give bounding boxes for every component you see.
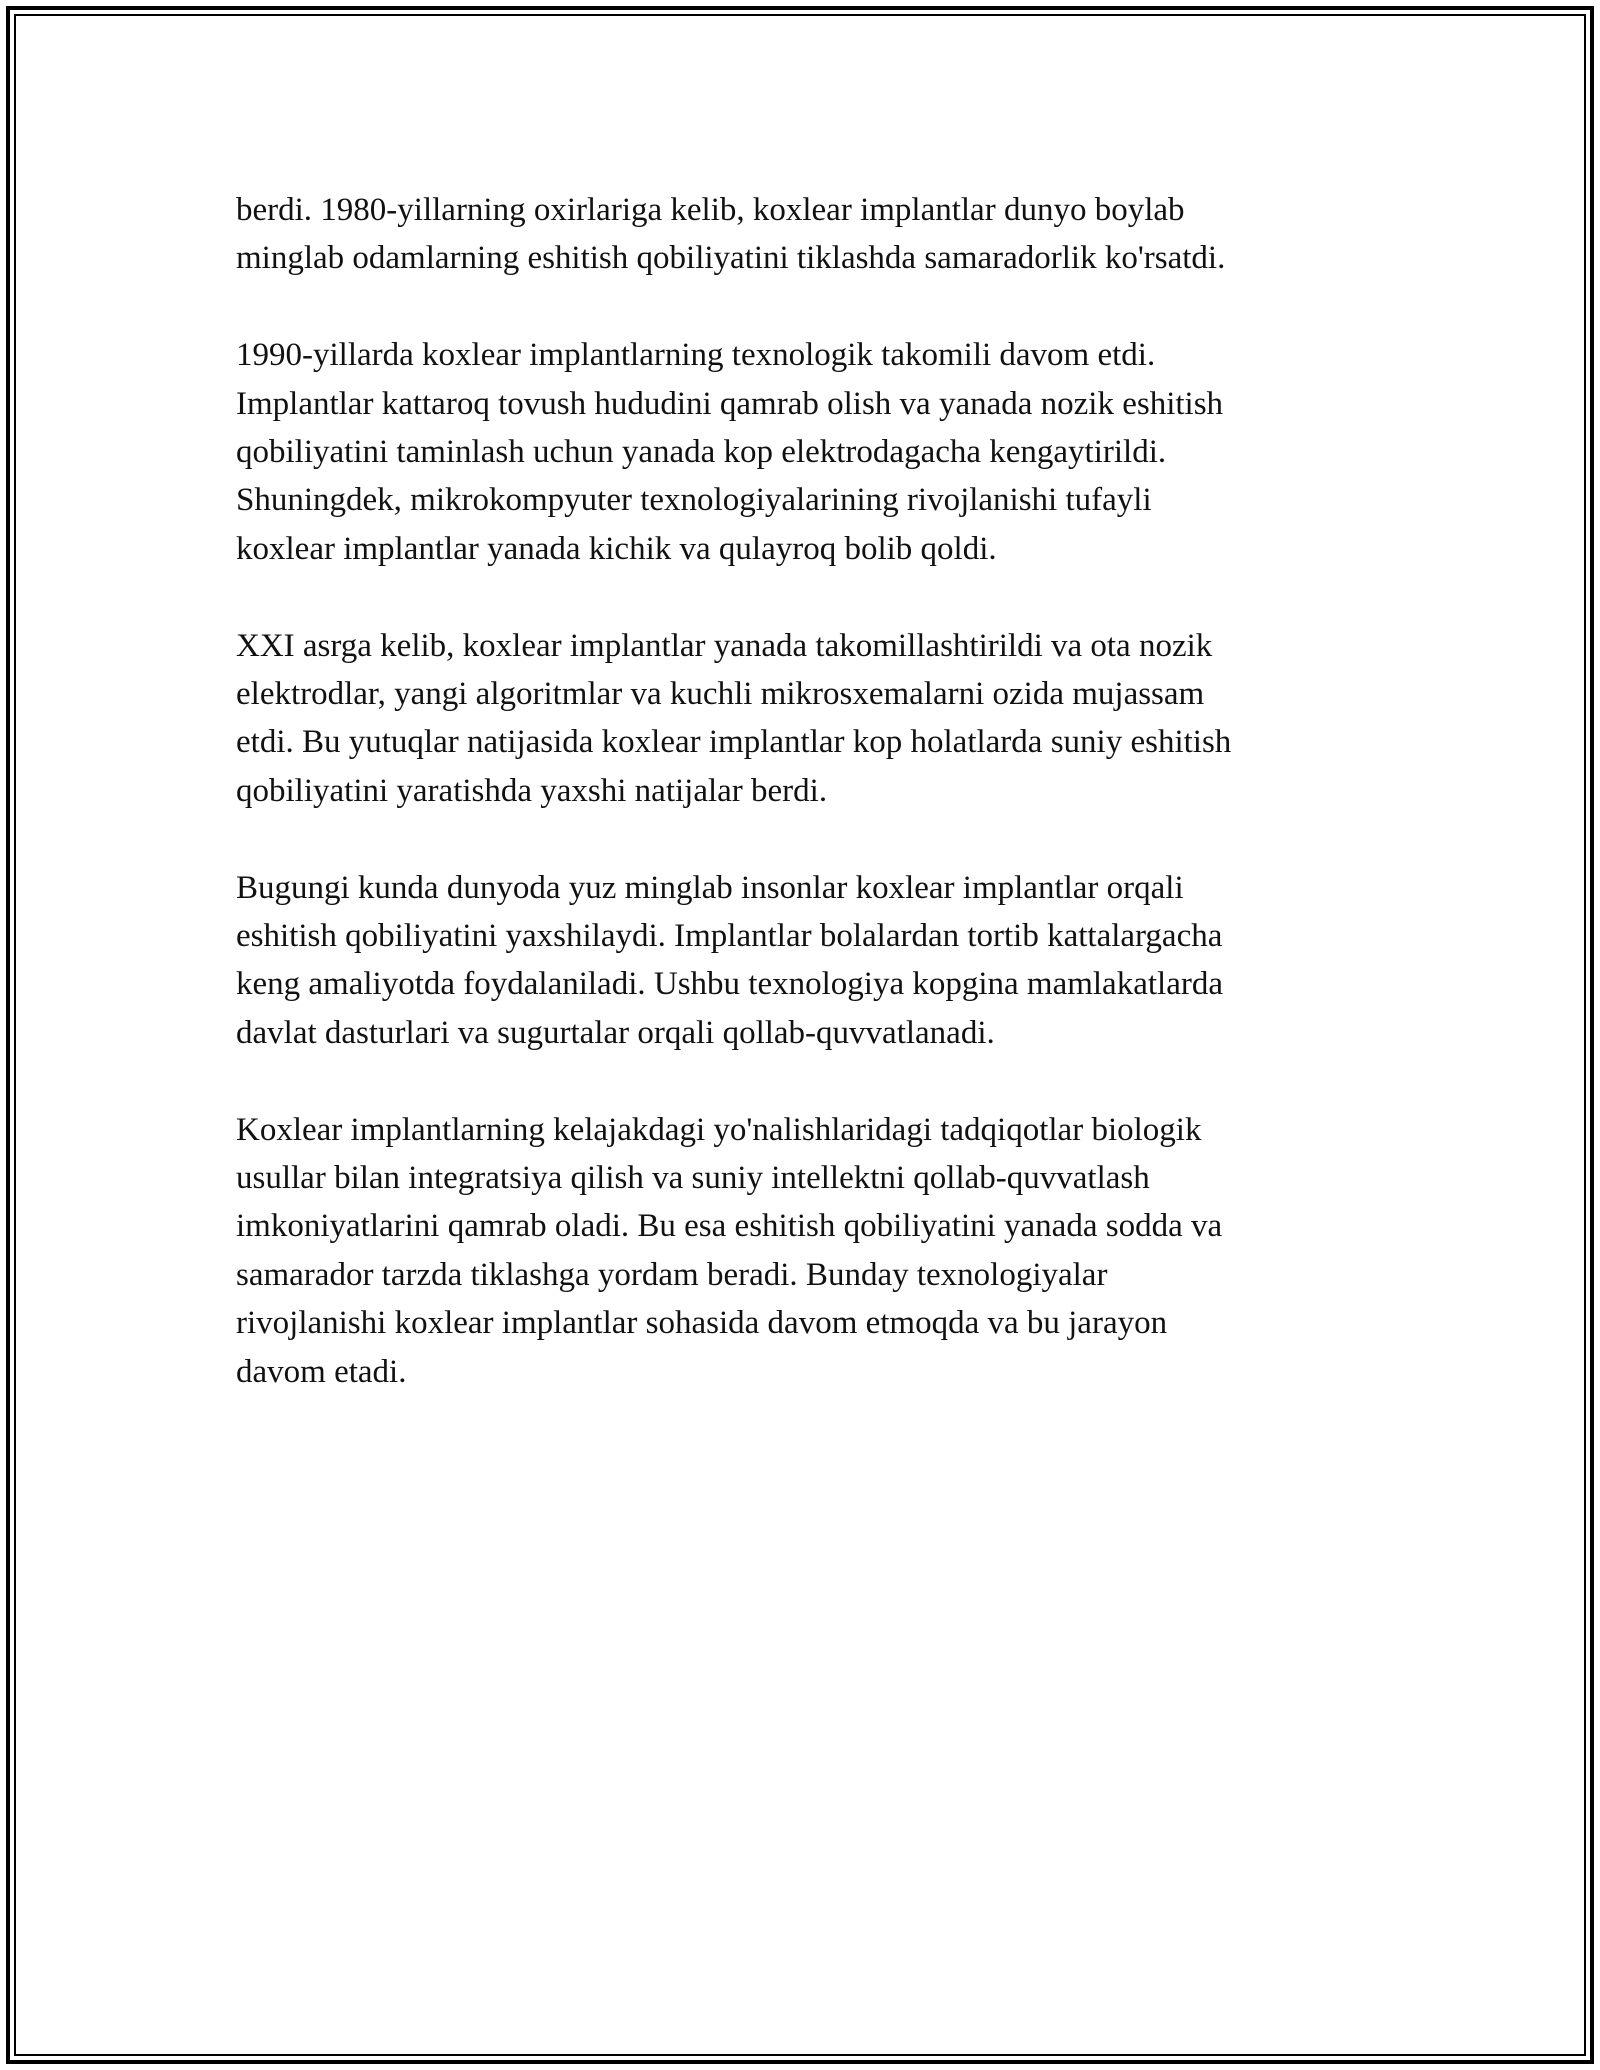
text-line: berdi. 1980-yillarning oxirlariga kelib, koxlear implantlar dunyo boylab (236, 192, 1185, 228)
text-line: etdi. Bu yutuqlar natijasida koxlear implantlar kop holatlarda suniy eshitish (236, 724, 1232, 761)
text-line: keng amaliyotda foydalaniladi. Ushbu texnologiya kopgina mamlakatlarda (236, 966, 1223, 1003)
text-line: eshitish qobiliyatini yaxshilaydi. Implantlar bolalardan tortib kattalargacha (236, 918, 1223, 955)
text-line: Koxlear implantlarning kelajakdagi yo'nalishlaridagi tadqiqotlar biologik (236, 1111, 1202, 1148)
text-line: XXI asrga kelib, koxlear implantlar yanada takomillashtirildi va ota nozik (236, 627, 1213, 664)
paragraph-1 (236, 186, 1386, 283)
paragraph-4 (236, 864, 1386, 1058)
paragraph-2 (236, 331, 1386, 573)
text-line: usullar bilan integratsiya qilish va suniy intellektni qollab-quvvatlash (236, 1160, 1150, 1197)
text-line: Bugungi kunda dunyoda yuz minglab insonlar koxlear implantlar orqali (236, 869, 1184, 906)
text-line: Shuningdek, mikrokompyuter texnologiyalarining rivojlanishi tufayli (236, 482, 1152, 519)
text-line: davlat dasturlari va sugurtalar orqali qollab-quvvatlanadi. (236, 1014, 995, 1051)
text-line: qobiliyatini yaratishda yaxshi natijalar berdi. (236, 772, 828, 809)
text-line: 1990-yillarda koxlear implantlarning texnologik takomili davom etdi. (236, 337, 1156, 374)
text-line: rivojlanishi koxlear implantlar sohasida davom etmoqda va bu jarayon (236, 1305, 1168, 1342)
text-line: qobiliyatini taminlash uchun yanada kop elektrodagacha kengaytirildi. (236, 434, 1167, 471)
paragraph-3 (236, 622, 1386, 816)
text-line: minglab odamlarning eshitish qobiliyatini tiklashda samaradorlik ko'rsatdi. (236, 240, 1226, 277)
text-line: davom etadi. (236, 1353, 407, 1390)
paragraph-5 (236, 1106, 1386, 1396)
text-line: samarador tarzda tiklashga yordam beradi. Bunday texnologiyalar (236, 1256, 1108, 1293)
document-body (236, 186, 1386, 1444)
text-line: elektrodlar, yangi algoritmlar va kuchli mikrosxemalarni ozida mujassam (236, 676, 1205, 713)
text-line: koxlear implantlar yanada kichik va qulayroq bolib qoldi. (236, 530, 997, 567)
text-line: imkoniyatlarini qamrab oladi. Bu esa eshitish qobiliyatini yanada sodda va (236, 1208, 1223, 1245)
text-line: Implantlar kattaroq tovush hududini qamrab olish va yanada nozik eshitish (236, 385, 1224, 422)
